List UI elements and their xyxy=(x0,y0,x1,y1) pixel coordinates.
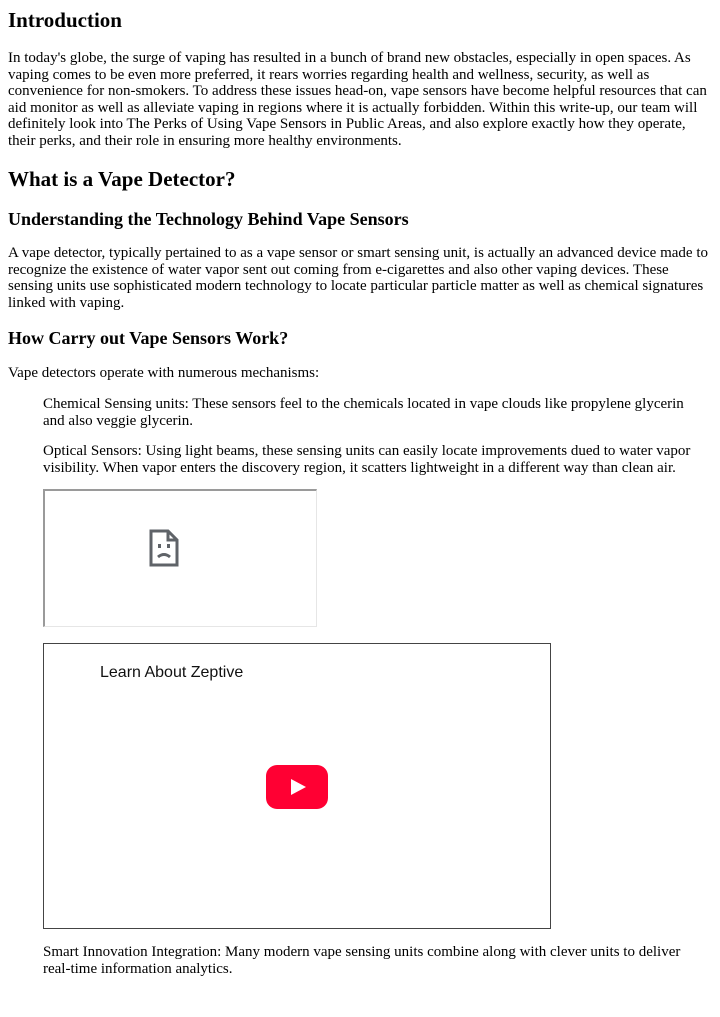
broken-embed-frame xyxy=(43,489,317,627)
list-item: Smart Innovation Integration: Many modern vape sensing units combine along with clever units to deliver real-time information analytics. xyxy=(43,944,681,977)
youtube-play-icon[interactable] xyxy=(266,765,328,809)
list-item: Optical Sensors: Using light beams, these sensing units can easily locate improvements dued to water vapor visibility. When vapor enters the discovery region, it scatters lightweight in a different way than clean air. xyxy=(43,443,691,476)
how-heading: How Carry out Vape Sensors Work? xyxy=(8,328,289,348)
understanding-paragraph: A vape detector, typically pertained to as a vape sensor or smart sensing unit, is actually an advanced device made to recognize the existence of water vapor sent out coming from e-cigarettes and also other vaping devices. These sensing units use sophisticated modern technology to locate particular particle matter as well as chemical signatures linked with vaping. xyxy=(8,245,708,311)
how-paragraph: Vape detectors operate with numerous mechanisms: xyxy=(8,365,320,381)
intro-paragraph: In today's globe, the surge of vaping has resulted in a bunch of brand new obstacles, especially in open spaces. As vaping comes to be even more preferred, it rears worries regarding health and wellness, security, as well as convenience for non-smokers. To address these issues head-on, vape sensors have become helpful resources that can aid monitor as well as alleviate vaping in regions where it is actually forbidden. Within this write-up, our team will definitely look into The Perks of Using Vape Sensors in Public Areas, and also explore exactly how they operate, their perks, and their role in ensuring more healthy environments. xyxy=(8,50,707,149)
understanding-heading: Understanding the Technology Behind Vape Sensors xyxy=(8,209,409,229)
video-title[interactable]: Learn About Zeptive xyxy=(100,664,244,681)
list-item: Chemical Sensing units: These sensors feel to the chemicals located in vape clouds like propylene glycerin and also veggie glycerin. xyxy=(43,396,684,429)
what-heading: What is a Vape Detector? xyxy=(8,167,236,191)
intro-heading: Introduction xyxy=(8,8,122,32)
video-embed[interactable] xyxy=(43,643,551,929)
broken-page-icon xyxy=(149,529,179,567)
